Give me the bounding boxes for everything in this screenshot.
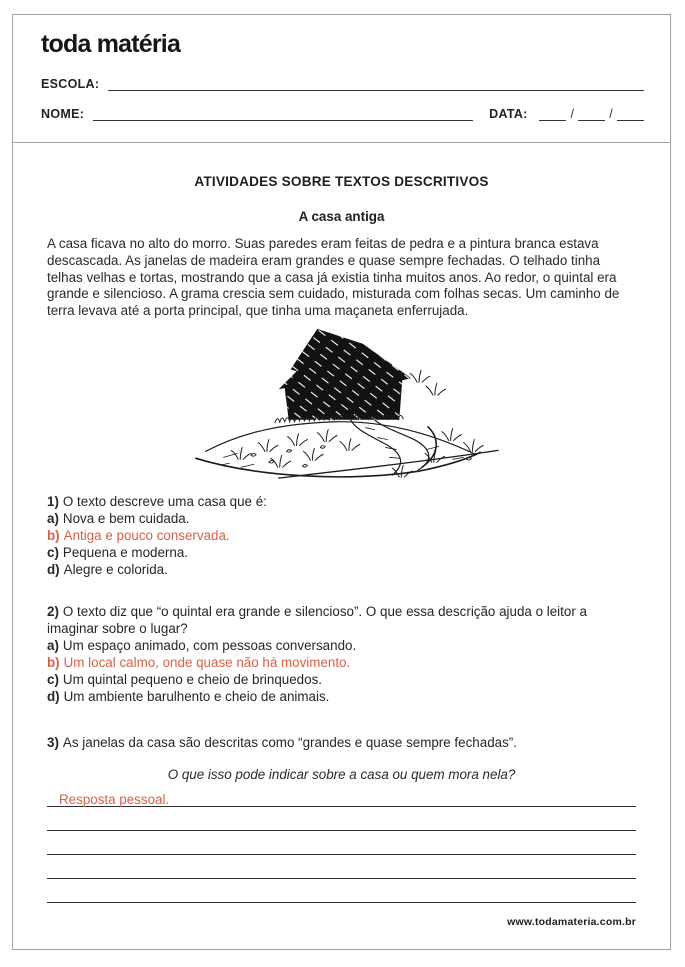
question-text: 2) O texto diz que “o quintal era grande e silencioso”. O que essa descrição ajuda o leitor a imaginar sobre o lugar? [47, 603, 587, 636]
option-text: Nova e bem cuidada. [62, 510, 190, 526]
question-1 [47, 493, 636, 578]
option-letter: b) [47, 654, 60, 670]
school-fill-line[interactable] [108, 76, 644, 91]
option-letter: d) [47, 688, 60, 704]
worksheet-page [12, 14, 671, 950]
question-text: 1) O texto descreve uma casa que é: [47, 493, 267, 509]
option-2a [47, 637, 636, 654]
option-letter: d) [47, 561, 60, 577]
answer-line[interactable] [47, 786, 636, 807]
answer-area [47, 786, 636, 903]
date-label: DATA: [489, 107, 528, 121]
date-month-line[interactable] [578, 106, 605, 121]
option-text: Um ambiente barulhento e cheio de animais. [63, 688, 330, 704]
option-1c [47, 544, 636, 561]
question-number: 1) [47, 493, 59, 509]
name-fill-line[interactable] [93, 106, 473, 121]
footer-url: www.todamateria.com.br [507, 915, 636, 928]
option-1a [47, 510, 636, 527]
worksheet-header [13, 15, 670, 143]
answer-line[interactable] [47, 807, 636, 831]
option-text: Antiga e pouco conservada. [63, 527, 230, 543]
option-letter: c) [47, 671, 59, 687]
question-3 [47, 734, 636, 903]
school-row [41, 76, 644, 91]
option-2c [47, 671, 636, 688]
date-year-line[interactable] [617, 106, 644, 121]
brand-logo: toda matéria [41, 30, 181, 58]
option-1d [47, 561, 636, 578]
passage-title: A casa antiga [298, 209, 385, 224]
option-text: Um espaço animado, com pessoas conversando. [62, 637, 357, 653]
option-letter: a) [47, 637, 59, 653]
date-day-line[interactable] [539, 106, 566, 121]
option-text: Pequena e moderna. [62, 544, 188, 560]
option-letter: c) [47, 544, 59, 560]
date-slash: / [570, 107, 575, 121]
option-1b [47, 527, 636, 544]
question-text: 3) As janelas da casa são descritas como “grandes e quase sempre fechadas”. [47, 734, 517, 750]
option-text: Um quintal pequeno e cheio de brinquedos. [62, 671, 322, 687]
option-letter: b) [47, 527, 60, 543]
page-title: ATIVIDADES SOBRE TEXTOS DESCRITIVOS [194, 174, 489, 189]
school-label: ESCOLA: [41, 77, 100, 91]
question-3-prompt: O que isso pode indicar sobre a casa ou quem mora nela? [167, 766, 516, 782]
answer-line[interactable] [47, 831, 636, 855]
option-2b [47, 654, 636, 671]
option-text: Alegre e colorida. [63, 561, 168, 577]
option-2d [47, 688, 636, 705]
old-house-illustration [182, 321, 502, 484]
question-number: 3) [47, 734, 59, 750]
question-number: 2) [47, 603, 59, 619]
name-label: NOME: [41, 107, 85, 121]
option-text: Um local calmo, onde quase não há movimento. [63, 654, 351, 670]
name-date-row [41, 106, 644, 121]
answer-line[interactable] [47, 855, 636, 879]
answer-line[interactable] [47, 879, 636, 903]
worksheet-body [13, 174, 670, 928]
passage-text: A casa ficava no alto do morro. Suas paredes eram feitas de pedra e a pintura branca estava descascada. As janelas de madeira eram grandes e quase sempre fechadas. O telhado tinha telhas velhas e tortas, mostrando que a casa já existia tinha muitos anos. Ao redor, o quintal era grande e silencioso. A grama crescia sem cuidado, misturada com folhas secas. Um caminho de terra levava até a porta principal, que tinha uma maçaneta enferrujada. [47, 236, 620, 319]
option-letter: a) [47, 510, 59, 526]
answer-key-text: Resposta pessoal. [59, 791, 170, 807]
question-2 [47, 603, 636, 705]
date-group [489, 106, 644, 121]
date-slash: / [609, 107, 613, 121]
